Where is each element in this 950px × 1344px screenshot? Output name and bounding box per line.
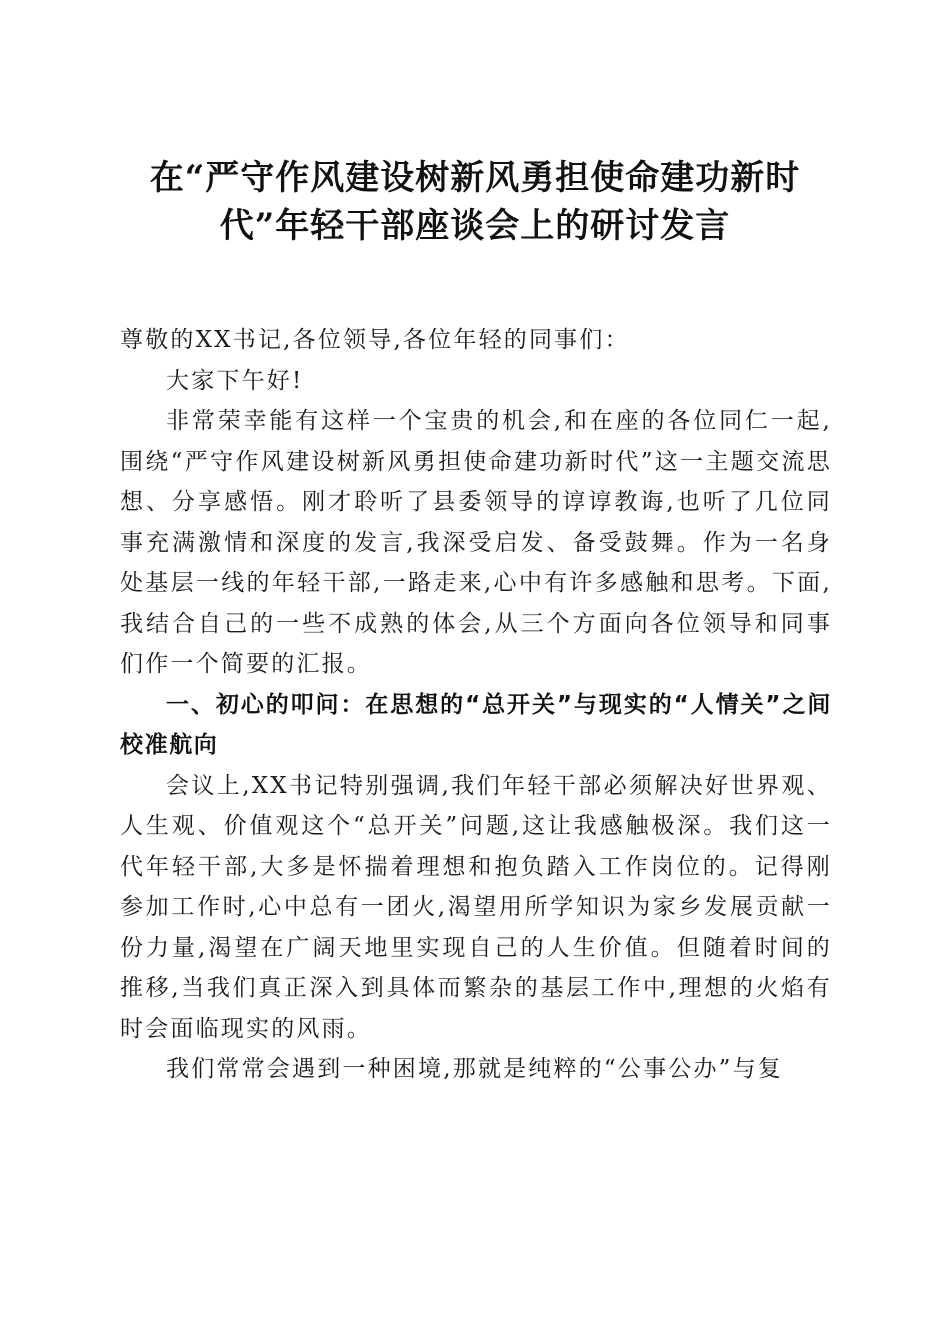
section-1-paragraph-1: 会议上,XX书记特别强调,我们年轻干部必须解决好世界观、人生观、价值观这个“总开关”问题,这让我感触极深。我们这一代年轻干部,大多是怀揣着理想和抱负踏入工作岗位的。记得刚参加工作时,心中总有一团火,渴望用所学知识为家乡发展贡献一份力量,渴望在广阔天地里实现自己的人生价值。但随着时间的推移,当我们真正深入到具体而繁杂的基层工作中,理想的火焰有时会面临现实的风雨。 [120,772,832,1042]
title-line-2: 代”年轻干部座谈会上的研讨发言 [219,206,731,246]
section-1-heading: 一、初心的叩问：在思想的“总开关”与现实的“人情关”之间校准航向 [120,691,832,758]
salutation: 尊敬的XX书记,各位领导,各位年轻的同事们： [120,327,630,353]
document-body [120,320,832,1090]
greeting: 大家下午好! [166,367,304,394]
title-line-1: 在“严守作风建设树新风勇担使命建功新时 [149,158,801,198]
document-title [100,154,850,250]
intro-paragraph: 非常荣幸能有这样一个宝贵的机会,和在座的各位同仁一起,围绕“严守作风建设树新风勇担使命建功新时代”这一主题交流思想、分享感悟。刚才聆听了县委领导的谆谆教诲,也听了几位同事充满激情和深度的发言,我深受启发、备受鼓舞。作为一名身处基层一线的年轻干部,一路走来,心中有许多感触和思考。下面,我结合自己的一些不成熟的体会,从三个方面向各位领导和同事们作一个简要的汇报。 [120,408,832,677]
section-1-paragraph-2: 我们常常会遇到一种困境,那就是纯粹的“公事公办”与复 [166,1056,784,1082]
